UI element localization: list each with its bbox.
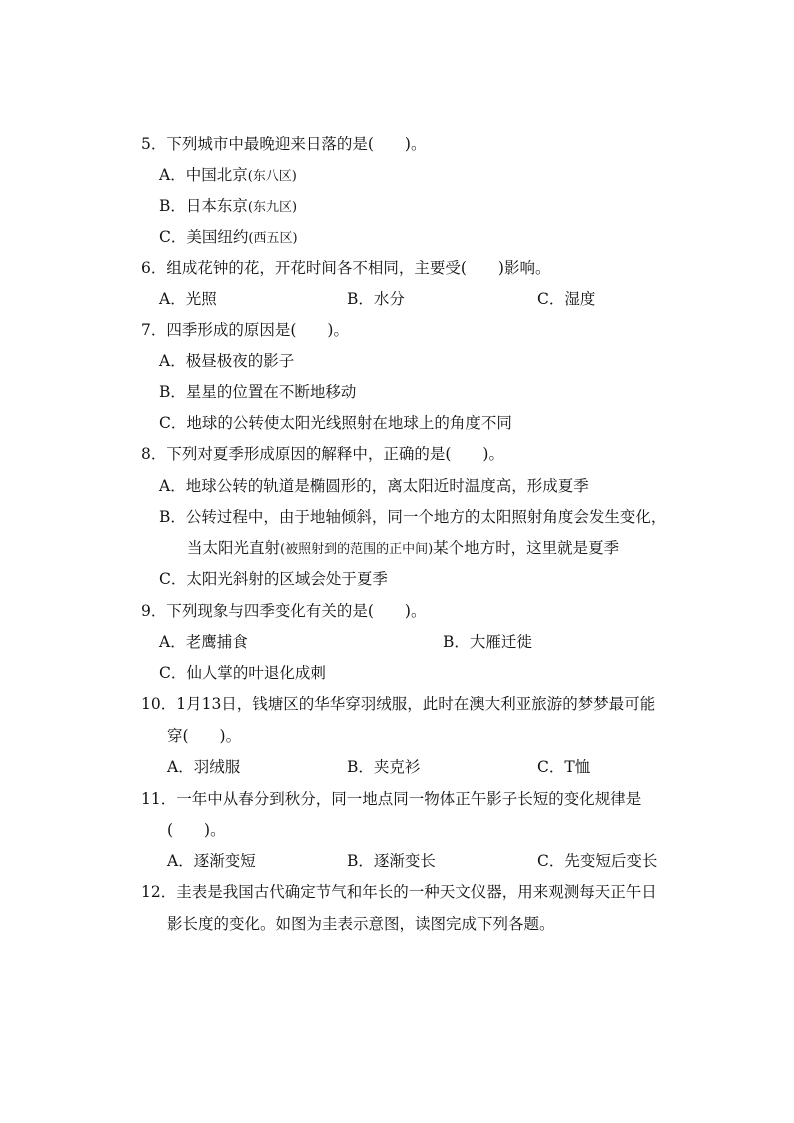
q5-option-c: [159, 227, 298, 249]
q12-stem-line2: 影长度的变化。如图为圭表示意图，读图完成下列各题。: [167, 915, 555, 933]
q8-stem: 8．下列对夏季形成原因的解释中，正确的是( )。: [141, 445, 504, 463]
q9-option-c: C．仙人掌的叶退化成刺: [159, 664, 326, 682]
q11-option-b: B．逐渐变长: [347, 852, 436, 870]
q10-option-b: B．夹克衫: [347, 758, 421, 776]
q5-option-a-timezone: (东八区): [247, 169, 297, 184]
q9-stem: 9．下列现象与四季变化有关的是( )。: [141, 602, 427, 620]
q5-option-c-label: C．: [159, 228, 187, 246]
q5-option-a-label: A．: [159, 166, 186, 184]
q9-option-b: B．大雁迁徙: [443, 633, 532, 651]
q7-stem: 7．四季形成的原因是( )。: [141, 321, 349, 339]
q12-stem-line1: 12．圭表是我国古代确定节气和年长的一种天文仪器，用来观测每天正午日: [141, 883, 657, 901]
q10-option-c: C．T恤: [537, 758, 591, 776]
q8-option-b-line2-start: 当太阳光直射: [187, 539, 281, 557]
q6-option-c: C．湿度: [537, 290, 596, 308]
q5-option-c-text: 美国纽约: [186, 228, 249, 246]
q5-option-a: [159, 165, 297, 187]
q10-stem-line1: 10．1月13日，钱塘区的华华穿羽绒服，此时在澳大利亚旅游的梦梦最可能: [141, 695, 656, 713]
q5-stem: 5．下列城市中最晚迎来日落的是( )。: [141, 135, 427, 153]
q11-option-a: A．逐渐变短: [167, 852, 256, 870]
q8-option-b-line1: B．公转过程中，由于地轴倾斜，同一个地方的太阳照射角度会发生变化，: [159, 508, 667, 526]
q8-option-b-line2: [187, 538, 619, 560]
q10-stem-line2: 穿( )。: [167, 727, 242, 745]
q10-option-a: A．羽绒服: [167, 758, 241, 776]
q8-option-b-line2-end: 某个地方时，这里就是夏季: [433, 539, 620, 557]
q7-option-c: C．地球的公转使太阳光线照射在地球上的角度不同: [159, 414, 512, 432]
q8-option-b-line2-note: (被照射到的范围的正中间): [280, 542, 434, 557]
q8-option-a: A．地球公转的轨道是椭圆形的，离太阳近时温度高，形成夏季: [159, 477, 589, 495]
q11-option-c: C．先变短后变长: [537, 852, 658, 870]
q7-option-a: A．极昼极夜的影子: [159, 352, 295, 370]
q7-option-b: B．星星的位置在不断地移动: [159, 383, 357, 401]
q9-option-a: A．老鹰捕食: [159, 633, 248, 651]
q6-option-b: B．水分: [347, 290, 405, 308]
q6-option-a: A．光照: [159, 290, 217, 308]
q11-stem-line1: 11．一年中从春分到秋分，同一地点同一物体正午影子长短的变化规律是: [141, 790, 642, 808]
q8-option-c: C．太阳光斜射的区域会处于夏季: [159, 570, 388, 588]
q5-option-a-text: 中国北京: [185, 166, 248, 184]
q5-option-b-text: 日本东京: [185, 197, 248, 215]
q11-stem-line2: ( )。: [167, 821, 226, 839]
q5-option-c-timezone: (西五区): [248, 231, 298, 246]
q5-option-b: [159, 196, 297, 218]
q6-stem: 6．组成花钟的花，开花时间各不相同，主要受( )影响。: [141, 259, 551, 277]
q5-option-b-label: B．: [159, 197, 186, 215]
q5-option-b-timezone: (东九区): [247, 200, 298, 215]
